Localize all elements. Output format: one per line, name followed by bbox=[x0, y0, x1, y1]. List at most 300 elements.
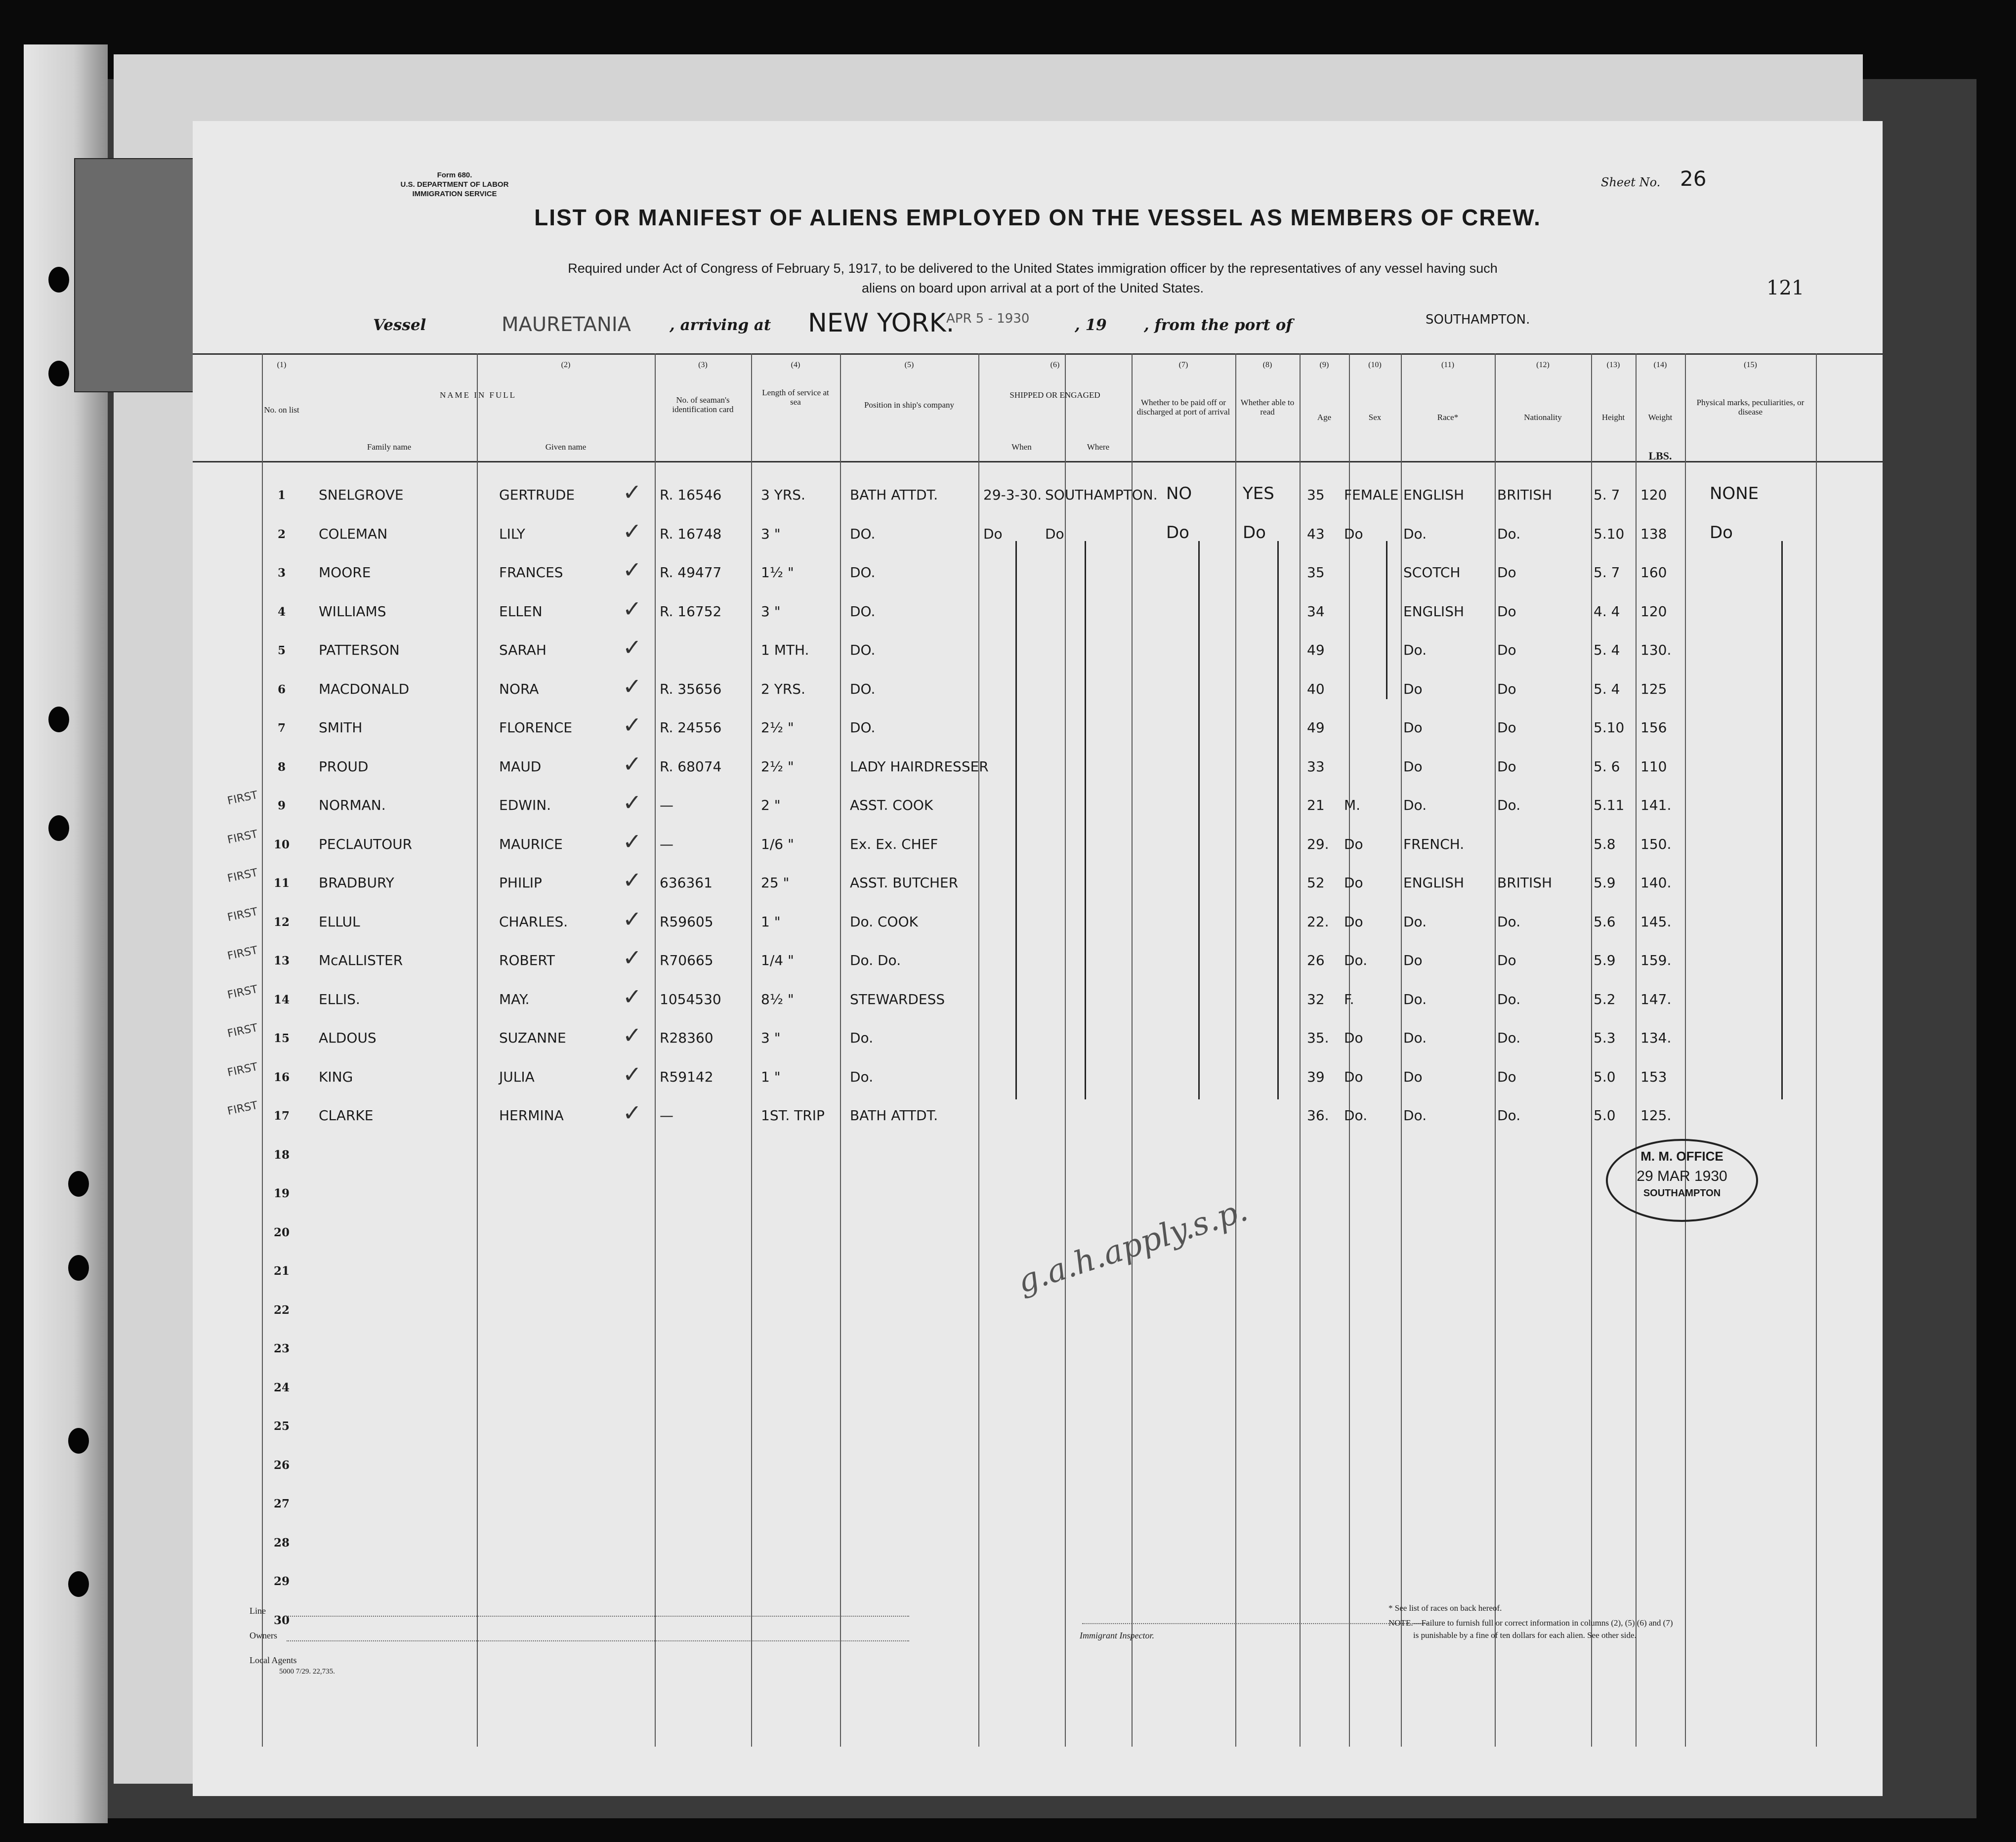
row-number: 18 bbox=[273, 1148, 290, 1162]
cell-service: 2½ " bbox=[761, 719, 794, 736]
footer-local-agents-label: Local Agents bbox=[250, 1655, 297, 1665]
cell-given: GERTRUDE bbox=[499, 487, 575, 503]
cell-nat: Do bbox=[1497, 1068, 1516, 1085]
ditto-line bbox=[1781, 541, 1783, 1099]
column-divider bbox=[477, 353, 478, 1747]
cell-given: PHILIP bbox=[499, 875, 542, 891]
colnum: (5) bbox=[904, 361, 914, 369]
header-separator bbox=[193, 461, 1883, 462]
check-mark-icon: ✓ bbox=[623, 672, 642, 700]
cell-where: SOUTHAMPTON. bbox=[1045, 487, 1158, 503]
row-number: 21 bbox=[273, 1264, 290, 1278]
cell-nat: Do bbox=[1497, 758, 1516, 775]
header-family-name: Family name bbox=[367, 442, 412, 452]
cell-id: R. 24556 bbox=[660, 719, 722, 736]
cell-race: FRENCH. bbox=[1403, 836, 1465, 852]
colnum: (10) bbox=[1368, 361, 1382, 369]
colnum: (9) bbox=[1319, 361, 1329, 369]
column-divider bbox=[1300, 353, 1301, 1747]
cell-age: 39 bbox=[1307, 1068, 1325, 1085]
cell-height: 5.10 bbox=[1594, 525, 1625, 542]
cell-height: 5.3 bbox=[1594, 1030, 1616, 1046]
torn-paper-stub bbox=[74, 158, 200, 392]
cell-given: ELLEN bbox=[499, 603, 543, 620]
cell-sex: Do. bbox=[1344, 952, 1368, 968]
row-number: 3 bbox=[277, 566, 286, 580]
row-number: 5 bbox=[277, 644, 286, 657]
arriving-port: NEW YORK. bbox=[808, 308, 955, 338]
cell-id: R. 16748 bbox=[660, 525, 722, 542]
page-title: LIST OR MANIFEST OF ALIENS EMPLOYED ON THE VESSEL AS MEMBERS OF CREW. bbox=[534, 205, 1541, 230]
cell-id: — bbox=[660, 797, 673, 813]
cell-nat: BRITISH bbox=[1497, 875, 1553, 891]
colnum: (13) bbox=[1606, 361, 1620, 369]
cell-sex: Do bbox=[1344, 913, 1363, 930]
punch-hole bbox=[48, 815, 69, 841]
cell-id: R59605 bbox=[660, 913, 714, 930]
cell-weight: 138 bbox=[1640, 525, 1667, 542]
header-nationality: Nationality bbox=[1524, 413, 1562, 422]
cell-id: R28360 bbox=[660, 1030, 714, 1046]
cell-family: WILLIAMS bbox=[319, 603, 386, 620]
cell-nat: Do bbox=[1497, 680, 1516, 697]
cell-family: SMITH bbox=[319, 719, 363, 736]
cell-when: Do bbox=[983, 525, 1003, 542]
header-position: Position in ship's company bbox=[864, 400, 955, 410]
column-divider bbox=[978, 353, 979, 1747]
cell-weight: 147. bbox=[1640, 991, 1672, 1007]
vessel-name: MAURETANIA bbox=[502, 313, 631, 336]
column-divider bbox=[1065, 353, 1066, 1747]
cell-service: 1/6 " bbox=[761, 836, 794, 852]
cell-position: DO. bbox=[850, 642, 876, 658]
cell-sex: Do bbox=[1344, 836, 1363, 852]
cell-nat: Do. bbox=[1497, 1030, 1521, 1046]
header-race: Race* bbox=[1437, 413, 1459, 422]
cell-service: 1½ " bbox=[761, 564, 794, 581]
cell-position: DO. bbox=[850, 564, 876, 581]
ditto-line bbox=[1386, 541, 1387, 699]
punch-hole bbox=[48, 361, 69, 386]
cell-weight: 120 bbox=[1640, 487, 1667, 503]
row-number: 16 bbox=[273, 1070, 290, 1084]
cell-id: R70665 bbox=[660, 952, 714, 968]
row-number: 17 bbox=[273, 1109, 290, 1123]
cell-age: 29. bbox=[1307, 836, 1329, 852]
cell-height: 5. 4 bbox=[1594, 642, 1620, 658]
print-code: 5000 7/29. 22,735. bbox=[279, 1668, 335, 1675]
cell-age: 21 bbox=[1307, 797, 1325, 813]
cell-age: 49 bbox=[1307, 642, 1325, 658]
first-mark: FIRST bbox=[226, 905, 259, 924]
cell-weight: 120 bbox=[1640, 603, 1667, 620]
cell-weight: 153 bbox=[1640, 1068, 1667, 1085]
service-name: IMMIGRATION SERVICE bbox=[412, 190, 497, 198]
row-number: 12 bbox=[273, 915, 290, 929]
inspector-label: Immigrant Inspector. bbox=[1080, 1631, 1154, 1640]
table-top-rule bbox=[193, 353, 1883, 355]
header-where: Where bbox=[1087, 442, 1110, 452]
cell-race: Do bbox=[1403, 952, 1423, 968]
year-label: , 19 bbox=[1075, 316, 1107, 334]
header-when: When bbox=[1011, 442, 1032, 452]
cell-position: Ex. Ex. CHEF bbox=[850, 836, 938, 852]
row-number: 20 bbox=[273, 1225, 290, 1239]
cell-age: 22. bbox=[1307, 913, 1329, 930]
form-number: Form 680. bbox=[437, 171, 472, 179]
first-mark: FIRST bbox=[226, 1099, 259, 1118]
cell-height: 5. 6 bbox=[1594, 758, 1620, 775]
column-divider bbox=[840, 353, 841, 1747]
row-number: 1 bbox=[277, 489, 286, 502]
cell-family: CLARKE bbox=[319, 1107, 374, 1124]
check-mark-icon: ✓ bbox=[623, 828, 642, 855]
cell-sex: Do bbox=[1344, 1030, 1363, 1046]
punch-hole bbox=[68, 1255, 89, 1281]
row-number: 27 bbox=[273, 1497, 290, 1510]
cell-race: Do. bbox=[1403, 913, 1427, 930]
check-mark-icon: ✓ bbox=[623, 712, 642, 738]
row-number: 9 bbox=[277, 799, 286, 812]
cell-id: R. 16752 bbox=[660, 603, 722, 620]
header-age: Age bbox=[1317, 413, 1332, 422]
check-mark-icon: ✓ bbox=[623, 479, 642, 505]
first-mark: FIRST bbox=[226, 789, 259, 808]
cell-height: 5.11 bbox=[1594, 797, 1625, 813]
cell-family: BRADBURY bbox=[319, 875, 394, 891]
cell-race: Do. bbox=[1403, 797, 1427, 813]
cell-paid: NO bbox=[1166, 484, 1192, 503]
cell-sex: Do bbox=[1344, 525, 1363, 542]
cell-sex: Do bbox=[1344, 875, 1363, 891]
cell-age: 26 bbox=[1307, 952, 1325, 968]
cell-given: NORA bbox=[499, 680, 539, 697]
punch-hole bbox=[68, 1171, 89, 1197]
cell-service: 1 MTH. bbox=[761, 642, 809, 658]
first-mark: FIRST bbox=[226, 828, 259, 846]
cell-given: SUZANNE bbox=[499, 1030, 566, 1046]
cell-nat: Do bbox=[1497, 719, 1516, 736]
cell-age: 35 bbox=[1307, 564, 1325, 581]
cell-family: PROUD bbox=[319, 758, 369, 775]
cell-sex: Do. bbox=[1344, 1107, 1368, 1124]
cell-nat: Do bbox=[1497, 564, 1516, 581]
stamp-date: 29 MAR 1930 bbox=[1637, 1168, 1727, 1184]
cell-given: ROBERT bbox=[499, 952, 555, 968]
cell-race: ENGLISH bbox=[1403, 875, 1465, 891]
cell-id: — bbox=[660, 836, 673, 852]
check-mark-icon: ✓ bbox=[623, 905, 642, 932]
cell-family: ALDOUS bbox=[319, 1030, 377, 1046]
cell-given: MAUD bbox=[499, 758, 542, 775]
cell-service: 2½ " bbox=[761, 758, 794, 775]
cell-given: SARAH bbox=[499, 642, 546, 658]
first-mark: FIRST bbox=[226, 944, 259, 963]
cell-height: 5.2 bbox=[1594, 991, 1616, 1007]
row-number: 22 bbox=[273, 1303, 290, 1317]
office-stamp bbox=[1606, 1139, 1758, 1222]
cell-race: Do. bbox=[1403, 642, 1427, 658]
column-divider bbox=[655, 353, 656, 1747]
cell-height: 5.8 bbox=[1594, 836, 1616, 852]
arriving-label: , arriving at bbox=[670, 316, 771, 334]
cell-position: LADY HAIRDRESSER bbox=[850, 758, 989, 775]
cell-family: ELLIS. bbox=[319, 991, 360, 1007]
check-mark-icon: ✓ bbox=[623, 944, 642, 971]
header-weight: Weight bbox=[1648, 413, 1673, 422]
header-shipped: SHIPPED OR ENGAGED bbox=[1009, 390, 1100, 400]
cell-family: SNELGROVE bbox=[319, 487, 404, 503]
column-divider bbox=[1401, 353, 1402, 1747]
row-number: 8 bbox=[277, 760, 286, 774]
cell-position: ASST. COOK bbox=[850, 797, 933, 813]
check-mark-icon: ✓ bbox=[623, 750, 642, 777]
cell-height: 4. 4 bbox=[1594, 603, 1620, 620]
cell-id: R. 16546 bbox=[660, 487, 722, 503]
cell-position: BATH ATTDT. bbox=[850, 1107, 938, 1124]
cell-read: Do bbox=[1243, 522, 1266, 543]
cell-service: 1 " bbox=[761, 913, 781, 930]
cell-position: DO. bbox=[850, 603, 876, 620]
check-mark-icon: ✓ bbox=[623, 983, 642, 1010]
cell-given: FLORENCE bbox=[499, 719, 573, 736]
cell-service: 1ST. TRIP bbox=[761, 1107, 825, 1124]
vessel-row bbox=[373, 308, 1855, 341]
cell-marks: Do bbox=[1710, 522, 1733, 543]
cell-height: 5. 4 bbox=[1594, 680, 1620, 697]
cell-nat: Do bbox=[1497, 603, 1516, 620]
cell-age: 43 bbox=[1307, 525, 1325, 542]
cell-id: R. 49477 bbox=[660, 564, 722, 581]
header-seaman-id: No. of seaman's identification card bbox=[672, 395, 734, 414]
subtitle-line-2: aliens on board upon arrival at a port of the United States. bbox=[862, 281, 1204, 295]
colnum: (4) bbox=[791, 361, 800, 369]
vessel-label: Vessel bbox=[373, 316, 426, 334]
cell-age: 52 bbox=[1307, 875, 1325, 891]
colnum: (12) bbox=[1536, 361, 1550, 369]
cell-race: Do. bbox=[1403, 525, 1427, 542]
cell-position: Do. bbox=[850, 1068, 874, 1085]
row-number: 11 bbox=[273, 877, 290, 890]
column-divider bbox=[1636, 353, 1637, 1747]
ditto-line bbox=[1198, 541, 1200, 1099]
cell-given: HERMINA bbox=[499, 1107, 564, 1124]
cell-height: 5.6 bbox=[1594, 913, 1616, 930]
cell-height: 5.9 bbox=[1594, 875, 1616, 891]
cell-race: SCOTCH bbox=[1403, 564, 1461, 581]
cell-position: STEWARDESS bbox=[850, 991, 945, 1007]
punch-hole bbox=[48, 707, 69, 732]
header-given-name: Given name bbox=[545, 442, 587, 452]
column-divider bbox=[1816, 353, 1817, 1747]
cell-race: Do bbox=[1403, 719, 1423, 736]
inspector-signature: g.a.h.apply.s.p. bbox=[1013, 1191, 1253, 1301]
cell-nat: Do. bbox=[1497, 1107, 1521, 1124]
cell-race: Do bbox=[1403, 758, 1423, 775]
check-mark-icon: ✓ bbox=[623, 1060, 642, 1088]
page-number: 121 bbox=[1766, 277, 1805, 299]
cell-family: KING bbox=[319, 1068, 353, 1085]
row-number: 26 bbox=[273, 1458, 290, 1472]
check-mark-icon: ✓ bbox=[623, 1099, 642, 1126]
cell-service: 2 " bbox=[761, 797, 781, 813]
header-physical: Physical marks, peculiarities, or disease bbox=[1696, 398, 1805, 417]
cell-family: ELLUL bbox=[319, 913, 360, 930]
footer-line-label: Line bbox=[250, 1606, 266, 1616]
cell-height: 5.10 bbox=[1594, 719, 1625, 736]
footer-line-rule bbox=[287, 1616, 909, 1617]
cell-weight: 150. bbox=[1640, 836, 1672, 852]
cell-weight: 140. bbox=[1640, 875, 1672, 891]
penalty-note-1: NOTE.—Failure to furnish full or correct information in columns (2), (5) (6) and (7) bbox=[1388, 1618, 1673, 1628]
column-divider bbox=[1132, 353, 1133, 1747]
cell-weight: 110 bbox=[1640, 758, 1667, 775]
cell-family: COLEMAN bbox=[319, 525, 388, 542]
cell-position: Do. bbox=[850, 1030, 874, 1046]
check-mark-icon: ✓ bbox=[623, 789, 642, 816]
department-name: U.S. DEPARTMENT OF LABOR bbox=[400, 180, 509, 189]
header-paid-off: Whether to be paid off or discharged at port of arrival bbox=[1136, 398, 1230, 417]
cell-nat: BRITISH bbox=[1497, 487, 1553, 503]
row-number: 19 bbox=[273, 1187, 290, 1200]
manifest-sheet bbox=[193, 121, 1883, 1796]
cell-age: 36. bbox=[1307, 1107, 1329, 1124]
cell-service: 1/4 " bbox=[761, 952, 794, 968]
ditto-line bbox=[1277, 541, 1279, 1099]
cell-height: 5. 7 bbox=[1594, 564, 1620, 581]
check-mark-icon: ✓ bbox=[623, 634, 642, 661]
stamp-line-3: SOUTHAMPTON bbox=[1643, 1188, 1721, 1199]
cell-position: Do. Do. bbox=[850, 952, 901, 968]
row-number: 13 bbox=[273, 954, 290, 967]
cell-weight: 125. bbox=[1640, 1107, 1672, 1124]
sheet-no-label: Sheet No. bbox=[1601, 175, 1661, 189]
cell-position: DO. bbox=[850, 680, 876, 697]
row-number: 28 bbox=[273, 1536, 290, 1549]
cell-weight: 141. bbox=[1640, 797, 1672, 813]
cell-given: CHARLES. bbox=[499, 913, 568, 930]
footer-owners-label: Owners bbox=[250, 1631, 277, 1640]
column-divider bbox=[262, 353, 263, 1747]
row-number: 29 bbox=[273, 1575, 290, 1588]
cell-race: Do bbox=[1403, 1068, 1423, 1085]
cell-weight: 125 bbox=[1640, 680, 1667, 697]
cell-family: PECLAUTOUR bbox=[319, 836, 413, 852]
cell-service: 3 YRS. bbox=[761, 487, 805, 503]
cell-sex: F. bbox=[1344, 991, 1354, 1007]
cell-age: 35 bbox=[1307, 487, 1325, 503]
cell-weight: 156 bbox=[1640, 719, 1667, 736]
lbs-unit: LBS. bbox=[1648, 450, 1672, 462]
subtitle bbox=[361, 258, 1705, 298]
cell-height: 5.9 bbox=[1594, 952, 1616, 968]
colnum: (1) bbox=[277, 361, 287, 369]
column-divider bbox=[1349, 353, 1350, 1747]
punch-hole bbox=[48, 267, 69, 293]
header-name-in-full: NAME IN FULL bbox=[440, 390, 516, 400]
punch-hole bbox=[68, 1571, 89, 1597]
cell-weight: 145. bbox=[1640, 913, 1672, 930]
row-number: 24 bbox=[273, 1381, 290, 1394]
cell-given: MAY. bbox=[499, 991, 530, 1007]
cell-weight: 160 bbox=[1640, 564, 1667, 581]
row-number: 2 bbox=[277, 527, 286, 541]
cell-weight: 159. bbox=[1640, 952, 1672, 968]
cell-nat: Do. bbox=[1497, 913, 1521, 930]
row-number: 25 bbox=[273, 1420, 290, 1433]
cell-service: 3 " bbox=[761, 1030, 781, 1046]
cell-read: YES bbox=[1243, 484, 1274, 503]
column-divider bbox=[1591, 353, 1592, 1747]
cell-service: 3 " bbox=[761, 603, 781, 620]
cell-family: McALLISTER bbox=[319, 952, 403, 968]
cell-sex: M. bbox=[1344, 797, 1361, 813]
check-mark-icon: ✓ bbox=[623, 556, 642, 583]
cell-race: Do bbox=[1403, 680, 1423, 697]
header-no-on-list: No. on list bbox=[264, 405, 299, 415]
penalty-note-2: is punishable by a fine of ten dollars for each alien. See other side. bbox=[1413, 1631, 1637, 1640]
cell-height: 5.0 bbox=[1594, 1107, 1616, 1124]
first-mark: FIRST bbox=[226, 983, 259, 1002]
check-mark-icon: ✓ bbox=[623, 595, 642, 622]
colnum: (7) bbox=[1178, 361, 1188, 369]
cell-race: Do. bbox=[1403, 1030, 1427, 1046]
row-number: 30 bbox=[273, 1613, 290, 1627]
cell-service: 2 YRS. bbox=[761, 680, 805, 697]
column-divider bbox=[1235, 353, 1236, 1747]
cell-marks: NONE bbox=[1710, 484, 1759, 503]
header-height: Height bbox=[1601, 413, 1625, 422]
cell-family: MACDONALD bbox=[319, 680, 410, 697]
check-mark-icon: ✓ bbox=[623, 867, 642, 893]
column-divider bbox=[1685, 353, 1686, 1747]
cell-nat: Do bbox=[1497, 952, 1516, 968]
colnum: (6) bbox=[1050, 361, 1060, 369]
colnum: (3) bbox=[698, 361, 708, 369]
cell-position: DO. bbox=[850, 719, 876, 736]
cell-race: ENGLISH bbox=[1403, 487, 1465, 503]
colnum: (11) bbox=[1441, 361, 1455, 369]
cell-age: 49 bbox=[1307, 719, 1325, 736]
cell-sex: FEMALE bbox=[1344, 487, 1399, 503]
cell-given: JULIA bbox=[499, 1068, 535, 1085]
cell-given: MAURICE bbox=[499, 836, 563, 852]
column-divider bbox=[1495, 353, 1496, 1747]
cell-id: 636361 bbox=[660, 875, 713, 891]
check-mark-icon: ✓ bbox=[623, 1022, 642, 1048]
subtitle-line-1: Required under Act of Congress of February 5, 1917, to be delivered to the United States immigration officer by the representatives of any vessel having such bbox=[568, 261, 1498, 276]
cell-age: 40 bbox=[1307, 680, 1325, 697]
ditto-line bbox=[1085, 541, 1086, 1099]
cell-family: PATTERSON bbox=[319, 642, 400, 658]
cell-service: 25 " bbox=[761, 875, 790, 891]
first-mark: FIRST bbox=[226, 866, 259, 885]
cell-id: R. 35656 bbox=[660, 680, 722, 697]
cell-position: BATH ATTDT. bbox=[850, 487, 938, 503]
colnum: (2) bbox=[561, 361, 571, 369]
cell-paid: Do bbox=[1166, 522, 1189, 543]
row-number: 6 bbox=[277, 682, 286, 696]
sheet-no-value: 26 bbox=[1680, 167, 1707, 191]
from-port: SOUTHAMPTON. bbox=[1426, 312, 1530, 327]
cell-id: — bbox=[660, 1107, 673, 1124]
cell-service: 8½ " bbox=[761, 991, 794, 1007]
cell-race: Do. bbox=[1403, 991, 1427, 1007]
cell-given: EDWIN. bbox=[499, 797, 551, 813]
cell-family: MOORE bbox=[319, 564, 371, 581]
row-number: 10 bbox=[273, 837, 290, 851]
cell-height: 5.0 bbox=[1594, 1068, 1616, 1085]
